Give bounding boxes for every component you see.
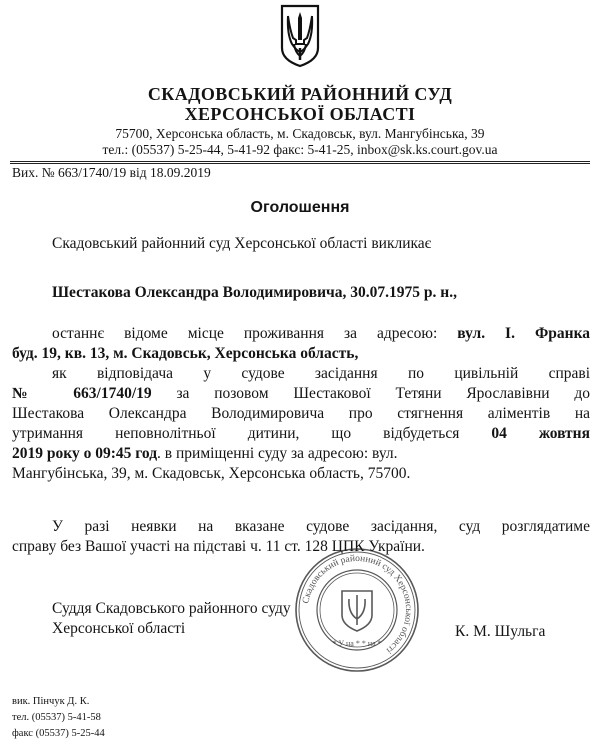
- hearing-line: [12, 424, 590, 444]
- court-name-line2: ХЕРСОНСЬКОЇ ОБЛАСТІ: [184, 104, 416, 124]
- hearing-time-line: [12, 444, 590, 464]
- court-contacts: тел.: (05537) 5-25-44, 5-41-92 факс: 5-41-25, inbox@sk.ks.court.gov.ua: [102, 142, 498, 157]
- claim-line: Шестакова Олександра Володимировича про стягнення аліментів на: [12, 405, 590, 422]
- warning-line2: справу без Вашої участі на підставі ч. 11 ст. 128 ЦПК України.: [12, 538, 425, 555]
- executor-fax: факс (05537) 5-25-44: [12, 728, 105, 739]
- role-line: як відповідача у судове засідання по цивільній справі: [52, 365, 590, 382]
- intro-line: Скадовський районний суд Херсонської області викликає: [52, 235, 432, 252]
- court-address-line: Мангубінська, 39, м. Скадовськ, Херсонська область, 75700.: [12, 465, 411, 482]
- case-line: [12, 384, 590, 404]
- warning-line1: У разі неявки на вказане судове засідання, суд розглядатиме: [52, 518, 590, 535]
- executor-name: вик. Пінчук Д. К.: [12, 696, 90, 707]
- header-divider: [10, 161, 590, 162]
- hearing-place: . в приміщенні суду за адресою: вул.: [157, 445, 398, 462]
- address-lead: останнє відоме місце проживання за адресою:: [52, 325, 438, 342]
- case-rest: за позовом Шестакової Тетяни Ярославівни до: [176, 385, 590, 402]
- case-number: № 663/1740/19: [12, 385, 152, 402]
- court-address: 75700, Херсонська область, м. Скадовськ, вул. Мангубінська, 39: [115, 126, 485, 141]
- judge-name: К. М. Шульга: [455, 623, 546, 640]
- address-line: [52, 324, 590, 344]
- hearing-time: 2019 року о 09:45 год: [12, 445, 158, 462]
- notice-heading: Оголошення: [250, 199, 350, 216]
- address-bold-end: буд. 19, кв. 13, м. Скадовськ, Херсонська область,: [12, 345, 359, 362]
- seal-inner-text: * У на * * на *: [332, 639, 382, 648]
- judge-title-line2: Херсонської області: [52, 620, 186, 637]
- judge-title-line1: Суддя Скадовського районного суду: [52, 600, 291, 617]
- address-bold-start: вул. І. Франка: [457, 325, 591, 342]
- court-seal-stamp: [292, 545, 422, 675]
- seal-ring-text: Скадовський районний суд Херсонської області: [301, 553, 414, 656]
- hearing-date: 04 жовтня: [491, 425, 590, 442]
- coat-of-arms-icon: [278, 4, 322, 68]
- court-name-line1: СКАДОВСЬКИЙ РАЙОННИЙ СУД: [147, 84, 453, 104]
- hearing-text: утримання неповнолітньої дитини, що відбудеться: [12, 425, 460, 442]
- defendant-name: Шестакова Олександра Володимировича, 30.07.1975 р. н.,: [52, 284, 457, 301]
- executor-phone: тел. (05537) 5-41-58: [12, 712, 101, 723]
- header-divider-second: [10, 163, 590, 164]
- outgoing-number: Вих. № 663/1740/19 від 18.09.2019: [12, 165, 211, 180]
